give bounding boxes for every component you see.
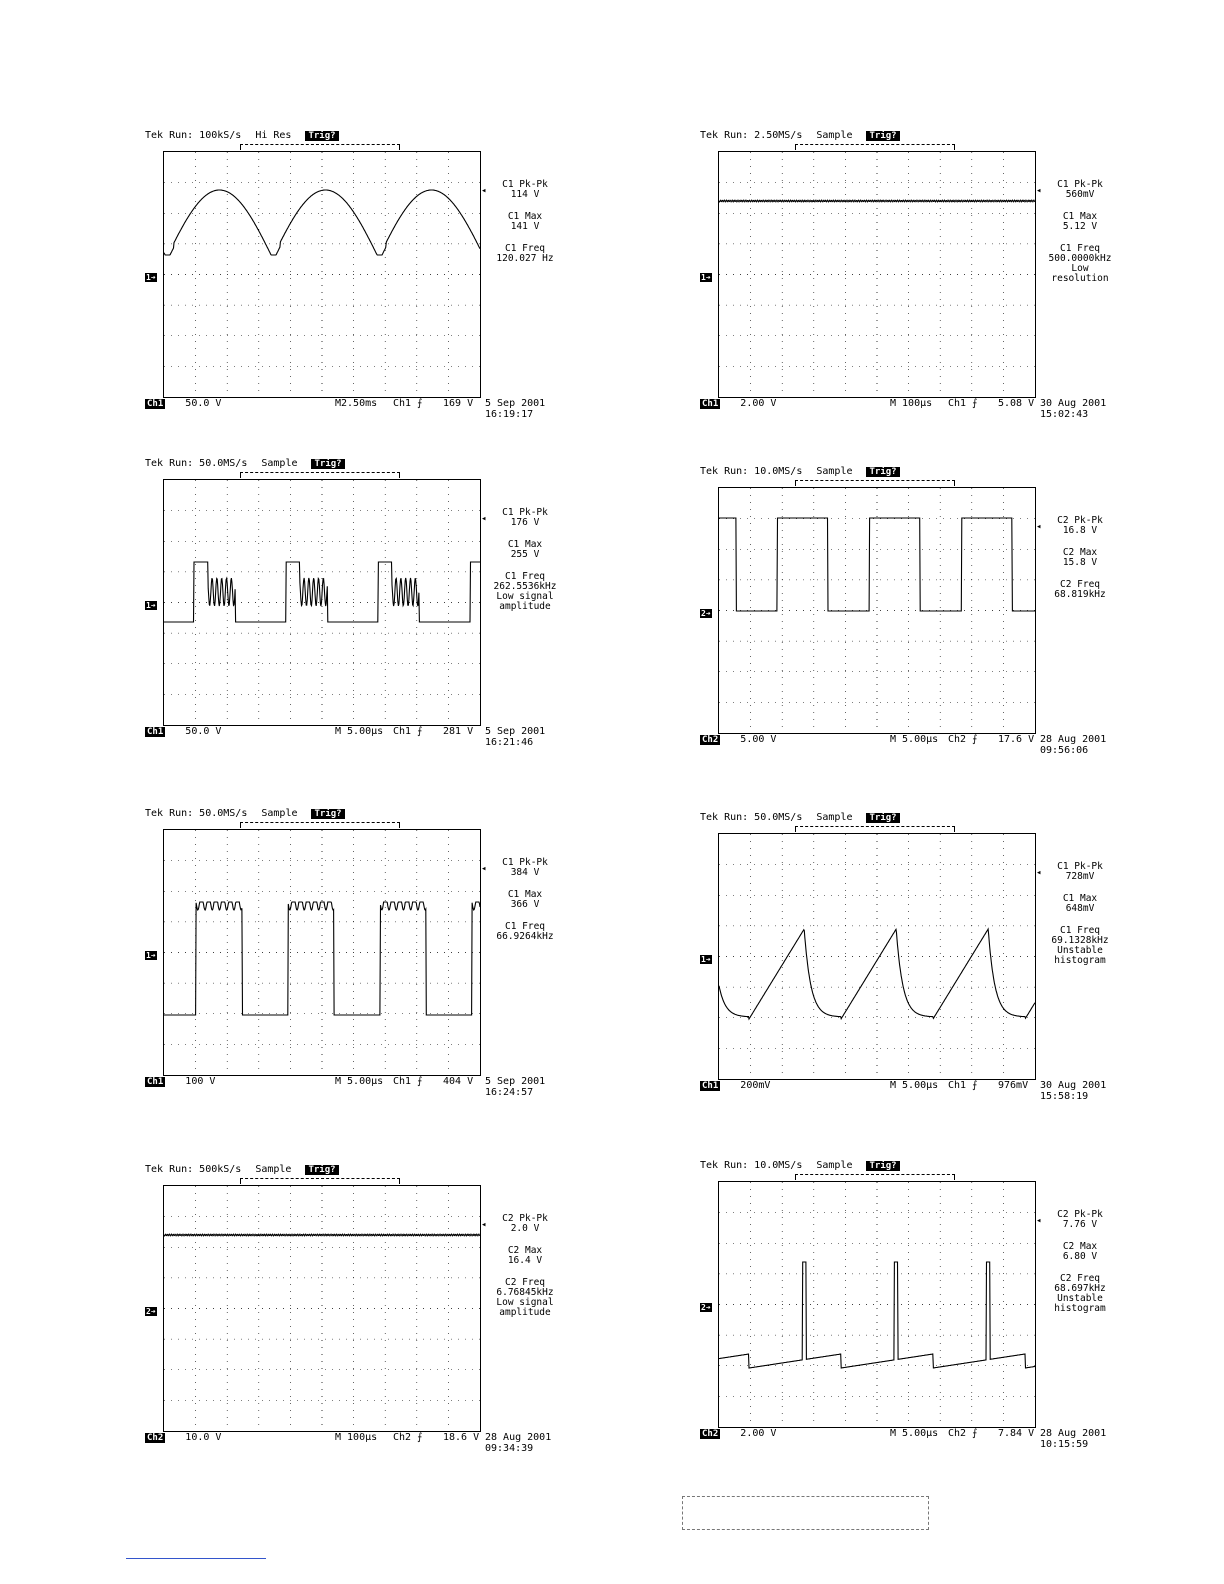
ground-marker: 2➔	[701, 609, 711, 618]
scope-panel	[700, 466, 1120, 766]
volts-per-div: 200mV	[740, 1080, 771, 1091]
volts-per-div: 50.0 V	[185, 398, 222, 409]
date: 28 Aug 2001	[485, 1432, 552, 1443]
measurement: C1 Pk-Pk 114 V	[502, 179, 548, 200]
volts-per-div: 10.0 V	[185, 1432, 222, 1443]
timebase: M 5.00µs	[890, 734, 939, 745]
scope-panel	[145, 130, 565, 430]
volts-per-div: 50.0 V	[185, 726, 222, 737]
timestamp	[485, 1432, 551, 1454]
timebase: M 5.00µs	[335, 1076, 384, 1087]
measurement: C2 Freq 68.819kHz	[1054, 579, 1106, 600]
channel-badge: Ch2	[702, 1429, 719, 1439]
waveform-plot	[164, 152, 480, 397]
channel-badge: Ch2	[702, 735, 719, 745]
volts-per-div: 5.00 V	[740, 734, 777, 745]
waveform-trace	[164, 1234, 480, 1236]
graticule	[163, 829, 481, 1076]
date: 28 Aug 2001	[1040, 1428, 1107, 1439]
measurements	[1040, 180, 1120, 296]
timebase: M 100µs	[335, 1432, 378, 1443]
scope-header	[700, 1160, 914, 1171]
trigger-level-arrow: ◂	[1036, 186, 1042, 196]
trig-status: Trig?	[305, 1165, 338, 1175]
graticule	[163, 1185, 481, 1432]
time: 15:02:43	[1040, 409, 1089, 420]
volts-per-div: 2.00 V	[740, 398, 777, 409]
timestamp	[485, 1076, 545, 1098]
acq-mode: Sample	[816, 466, 853, 477]
waveform-plot	[719, 834, 1035, 1079]
time: 16:19:17	[485, 409, 534, 420]
trig-status: Trig?	[866, 1161, 899, 1171]
trigger-level: 976mV	[998, 1080, 1029, 1091]
run-label: Tek Run: 100kS/s	[145, 130, 242, 141]
acq-mode: Hi Res	[255, 130, 292, 141]
measurement: C2 Max 6.80 V	[1062, 1241, 1098, 1262]
trig-status: Trig?	[311, 809, 344, 819]
record-bar	[240, 1178, 400, 1183]
timebase: M 5.00µs	[335, 726, 384, 737]
scope-panel	[145, 458, 565, 758]
record-bar	[240, 472, 400, 477]
timestamp	[485, 398, 545, 420]
trigger-level: 281 V	[443, 726, 474, 737]
channel-badge: Ch1	[702, 399, 719, 409]
time: 16:21:46	[485, 737, 534, 748]
trigger-source: Ch1 ⨍	[948, 1080, 978, 1091]
trig-status: Trig?	[305, 131, 338, 141]
waveform-plot	[164, 830, 480, 1075]
graticule	[718, 151, 1036, 398]
measurement: C1 Max 5.12 V	[1062, 211, 1098, 232]
empty-box	[682, 1496, 929, 1530]
trigger-level: 404 V	[443, 1076, 474, 1087]
ground-marker: 2➔	[701, 1303, 711, 1312]
waveform-trace	[719, 200, 1035, 202]
measurement: C1 Freq 500.0000kHz Low resolution	[1048, 243, 1112, 284]
date: 30 Aug 2001	[1040, 398, 1107, 409]
record-bar	[795, 826, 955, 831]
time: 16:24:57	[485, 1087, 534, 1098]
scope-panel	[145, 808, 565, 1108]
measurements	[485, 1214, 565, 1330]
acq-mode: Sample	[816, 812, 853, 823]
volts-per-div: 2.00 V	[740, 1428, 777, 1439]
scope-panel	[700, 812, 1120, 1112]
timebase: M2.50ms	[335, 398, 378, 409]
trig-status: Trig?	[866, 813, 899, 823]
trigger-level: 18.6 V	[443, 1432, 480, 1443]
graticule	[718, 1181, 1036, 1428]
waveform-plot	[719, 488, 1035, 733]
measurement: C2 Pk-Pk 2.0 V	[502, 1213, 548, 1234]
trigger-level-arrow: ◂	[481, 1220, 487, 1230]
acq-mode: Sample	[816, 130, 853, 141]
ground-marker: 2➔	[146, 1307, 156, 1316]
scope-header	[145, 1164, 353, 1175]
time: 09:34:39	[485, 1443, 534, 1454]
record-bar	[795, 1174, 955, 1179]
ground-marker: 1➔	[701, 273, 711, 282]
record-bar	[240, 822, 400, 827]
measurement: C1 Pk-Pk 728mV	[1057, 861, 1103, 882]
measurements	[485, 180, 565, 276]
record-bar	[240, 144, 400, 149]
timestamp	[1040, 398, 1106, 420]
scope-header	[145, 808, 359, 819]
scope-panel	[700, 130, 1120, 430]
trigger-source: Ch2 ⨍	[948, 734, 978, 745]
ground-marker: 1➔	[701, 955, 711, 964]
date: 30 Aug 2001	[1040, 1080, 1107, 1091]
scope-header	[700, 466, 914, 477]
measurements	[485, 858, 565, 954]
date: 5 Sep 2001	[485, 1076, 546, 1087]
channel-badge: Ch1	[147, 399, 164, 409]
measurement: C2 Max 16.4 V	[507, 1245, 543, 1266]
measurements	[1040, 1210, 1120, 1326]
timebase: M 100µs	[890, 398, 933, 409]
timestamp	[1040, 1428, 1106, 1450]
record-bar	[795, 480, 955, 485]
trigger-source: Ch2 ⨍	[393, 1432, 423, 1443]
trigger-source: Ch2 ⨍	[948, 1428, 978, 1439]
scope-header	[145, 130, 353, 141]
measurement: C1 Freq 69.1328kHz Unstable histogram	[1051, 925, 1109, 966]
waveform-plot	[719, 1182, 1035, 1427]
measurement: C1 Max 255 V	[507, 539, 543, 560]
timestamp	[1040, 1080, 1106, 1102]
time: 09:56:06	[1040, 745, 1089, 756]
waveform-plot	[164, 1186, 480, 1431]
trigger-source: Ch1 ⨍	[393, 398, 423, 409]
trig-status: Trig?	[311, 459, 344, 469]
timebase: M 5.00µs	[890, 1080, 939, 1091]
run-label: Tek Run: 2.50MS/s	[700, 130, 803, 141]
date: 5 Sep 2001	[485, 726, 546, 737]
measurement: C1 Pk-Pk 560mV	[1057, 179, 1103, 200]
ground-marker: 1➔	[146, 273, 156, 282]
measurement: C1 Freq 66.9264kHz	[496, 921, 554, 942]
channel-badge: Ch2	[147, 1433, 164, 1443]
trigger-source: Ch1 ⨍	[393, 726, 423, 737]
record-bar	[795, 144, 955, 149]
trigger-level-arrow: ◂	[1036, 1216, 1042, 1226]
measurement: C1 Freq 262.5536kHz Low signal amplitude	[493, 571, 557, 612]
date: 5 Sep 2001	[485, 398, 546, 409]
trigger-level: 7.84 V	[998, 1428, 1035, 1439]
waveform-plot	[719, 152, 1035, 397]
trig-status: Trig?	[866, 131, 899, 141]
run-label: Tek Run: 50.0MS/s	[145, 808, 248, 819]
measurement: C1 Pk-Pk 384 V	[502, 857, 548, 878]
measurement: C1 Freq 120.027 Hz	[496, 243, 554, 264]
ground-marker: 1➔	[146, 951, 156, 960]
acq-mode: Sample	[255, 1164, 292, 1175]
footer-link-line[interactable]	[126, 1558, 266, 1559]
graticule	[718, 833, 1036, 1080]
trigger-level-arrow: ◂	[481, 864, 487, 874]
trigger-source: Ch1 ⨍	[393, 1076, 423, 1087]
measurements	[485, 508, 565, 624]
measurement: C2 Freq 6.76845kHz Low signal amplitude	[496, 1277, 554, 1318]
trig-status: Trig?	[866, 467, 899, 477]
trigger-level: 169 V	[443, 398, 474, 409]
measurement: C2 Freq 68.697kHz Unstable histogram	[1054, 1273, 1106, 1314]
volts-per-div: 100 V	[185, 1076, 216, 1087]
measurements	[1040, 862, 1120, 978]
graticule	[163, 151, 481, 398]
graticule	[163, 479, 481, 726]
waveform-trace	[719, 518, 1035, 611]
run-label: Tek Run: 500kS/s	[145, 1164, 242, 1175]
run-label: Tek Run: 50.0MS/s	[700, 812, 803, 823]
trigger-level-arrow: ◂	[481, 514, 487, 524]
graticule	[718, 487, 1036, 734]
measurement: C1 Max 648mV	[1062, 893, 1098, 914]
trigger-level-arrow: ◂	[1036, 522, 1042, 532]
run-label: Tek Run: 10.0MS/s	[700, 466, 803, 477]
acq-mode: Sample	[261, 808, 298, 819]
acq-mode: Sample	[816, 1160, 853, 1171]
trigger-level-arrow: ◂	[481, 186, 487, 196]
trigger-source: Ch1 ⨍	[948, 398, 978, 409]
run-label: Tek Run: 50.0MS/s	[145, 458, 248, 469]
measurement: C2 Pk-Pk 16.8 V	[1057, 515, 1103, 536]
measurement: C2 Max 15.8 V	[1062, 547, 1098, 568]
timestamp	[485, 726, 545, 748]
measurements	[1040, 516, 1120, 612]
trigger-level: 5.08 V	[998, 398, 1035, 409]
measurement: C1 Max 366 V	[507, 889, 543, 910]
timestamp	[1040, 734, 1106, 756]
scope-panel	[700, 1160, 1120, 1460]
acq-mode: Sample	[261, 458, 298, 469]
waveform-plot	[164, 480, 480, 725]
scope-header	[145, 458, 359, 469]
measurement: C1 Max 141 V	[507, 211, 543, 232]
channel-badge: Ch1	[702, 1081, 719, 1091]
measurement: C1 Pk-Pk 176 V	[502, 507, 548, 528]
measurement: C2 Pk-Pk 7.76 V	[1057, 1209, 1103, 1230]
scope-header	[700, 130, 914, 141]
scope-panel	[145, 1164, 565, 1464]
timebase: M 5.00µs	[890, 1428, 939, 1439]
ground-marker: 1➔	[146, 601, 156, 610]
channel-badge: Ch1	[147, 1077, 164, 1087]
scope-header	[700, 812, 914, 823]
trigger-level: 17.6 V	[998, 734, 1035, 745]
time: 10:15:59	[1040, 1439, 1089, 1450]
time: 15:58:19	[1040, 1091, 1089, 1102]
channel-badge: Ch1	[147, 727, 164, 737]
trigger-level-arrow: ◂	[1036, 868, 1042, 878]
date: 28 Aug 2001	[1040, 734, 1107, 745]
run-label: Tek Run: 10.0MS/s	[700, 1160, 803, 1171]
